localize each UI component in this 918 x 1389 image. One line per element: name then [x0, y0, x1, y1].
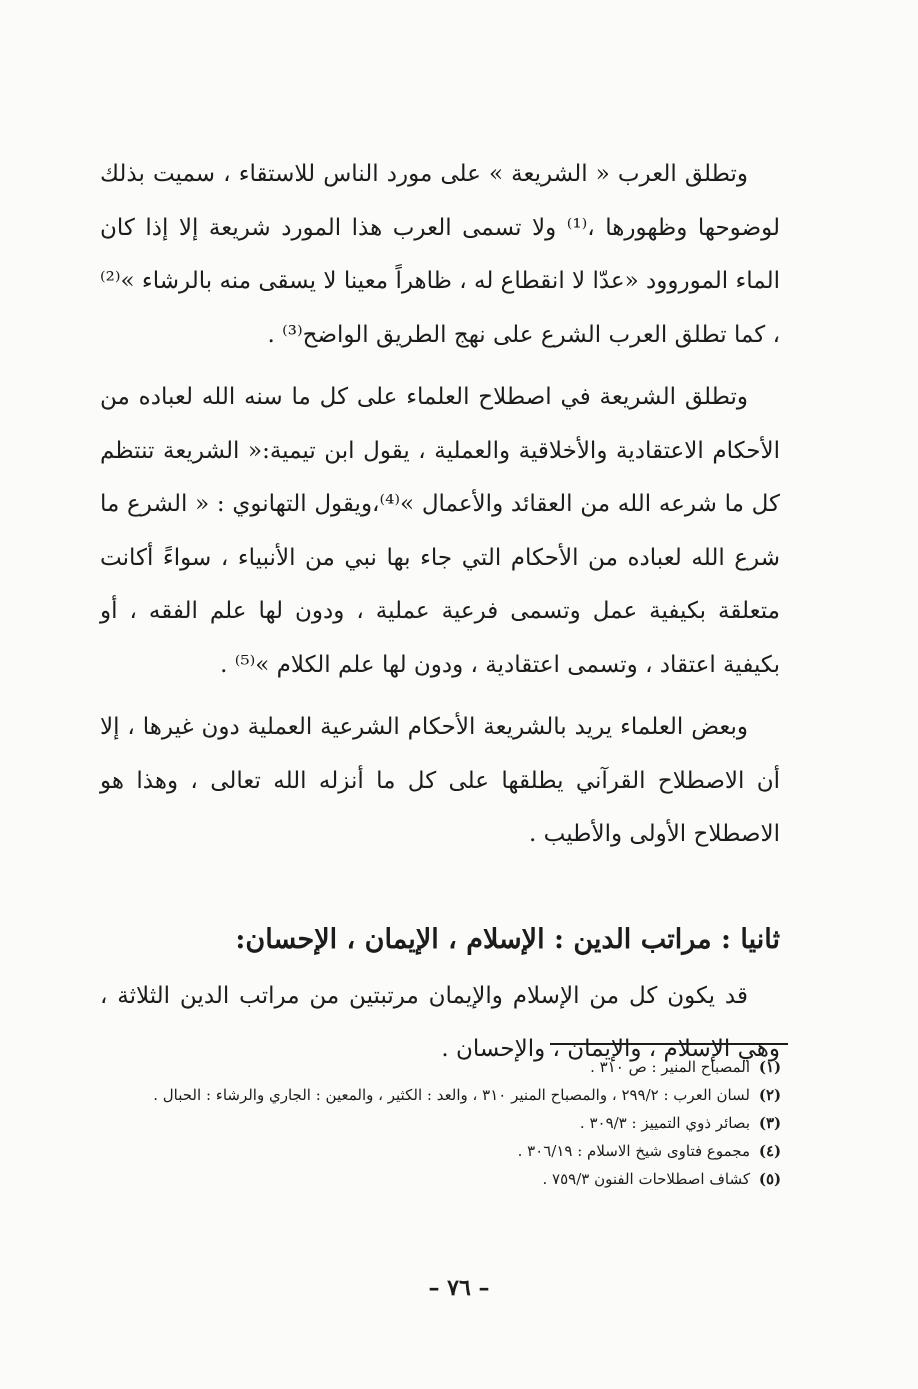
- footnote-number: (١): [758, 1058, 782, 1076]
- footnote-2: [100, 1081, 790, 1109]
- footnote-text: كشاف اصطلاحات الفنون ٧٥٩/٣ .: [542, 1170, 750, 1188]
- footnote-text: مجموع فتاوى شيخ الاسلام : ٣٠٦/١٩ .: [517, 1142, 750, 1160]
- footnote-list: [100, 1053, 790, 1193]
- footnote-4: [100, 1137, 790, 1165]
- footnote-text: لسان العرب : ٢٩٩/٢ ، والمصباح المنير ٣١٠ ، والعد : الكثير ، والمعين : الجاري والرشاء : الحبال .: [153, 1086, 750, 1104]
- footnote-text: بصائر ذوي التمييز : ٣٠٩/٣ .: [579, 1114, 750, 1132]
- footnote-3: [100, 1109, 790, 1137]
- section-heading: ثانيا : مراتب الدين : الإسلام ، الإيمان ، الإحسان:: [235, 923, 780, 955]
- footnote-number: (٤): [758, 1142, 782, 1160]
- footnote-5: [100, 1165, 790, 1193]
- footnote-number: (٢): [758, 1086, 782, 1104]
- main-text: [100, 148, 780, 1077]
- paragraph-quranic-usage: وبعض العلماء يريد بالشريعة الأحكام الشرعية العملية دون غيرها ، إلا أن الاصطلاح القرآني يطلقها على كل ما أنزله الله تعالى ، وهذا هو الاصطلاح الأولى والأطيب .: [100, 714, 780, 847]
- footnotes: [100, 1043, 790, 1193]
- footnote-divider: [550, 1043, 788, 1045]
- footnote-number: (٥): [758, 1170, 782, 1188]
- paragraph-sharia-technical: وتطلق الشريعة في اصطلاح العلماء على كل ما سنه الله لعباده من الأحكام الاعتقادية والأخلاقية والعملية ، يقول ابن تيمية:« الشريعة تنتظم كل ما شرعه الله من العقائد والأعمال »⁽⁴⁾،ويقول التهانوي : « الشرع ما شرع الله لعباده من الأحكام التي جاء بها نبي من الأنبياء ، سواءً أكانت متعلقة بكيفية عمل وتسمى فرعية عملية ، ودون لها علم الفقه ، أو بكيفية اعتقاد ، وتسمى اعتقادية ، ودون لها علم الكلام »⁽⁵⁾ .: [100, 384, 781, 678]
- footnote-number: (٣): [758, 1114, 782, 1132]
- page-number: – ٧٦ –: [428, 1275, 490, 1301]
- footnote-1: [100, 1053, 790, 1081]
- paragraph-sharia-linguistic: وتطلق العرب « الشريعة » على مورد الناس للاستقاء ، سميت بذلك لوضوحها وظهورها ،⁽¹⁾ ولا تسمى العرب هذا المورد شريعة إلا إذا كان الماء الموروود «عدّا لا انقطاع له ، ظاهراً معينا لا يسقى منه بالرشاء »⁽²⁾ ، كما تطلق العرب الشرع على نهج الطريق الواضح⁽³⁾ .: [100, 161, 780, 348]
- footnote-text: المصباح المنير : ص ٣١٠ .: [590, 1058, 750, 1076]
- paragraph-levels-of-religion: قد يكون كل من الإسلام والإيمان مرتبتين من مراتب الدين الثلاثة ، وهي الإسلام ، والإيمان ، والإحسان .: [100, 982, 780, 1062]
